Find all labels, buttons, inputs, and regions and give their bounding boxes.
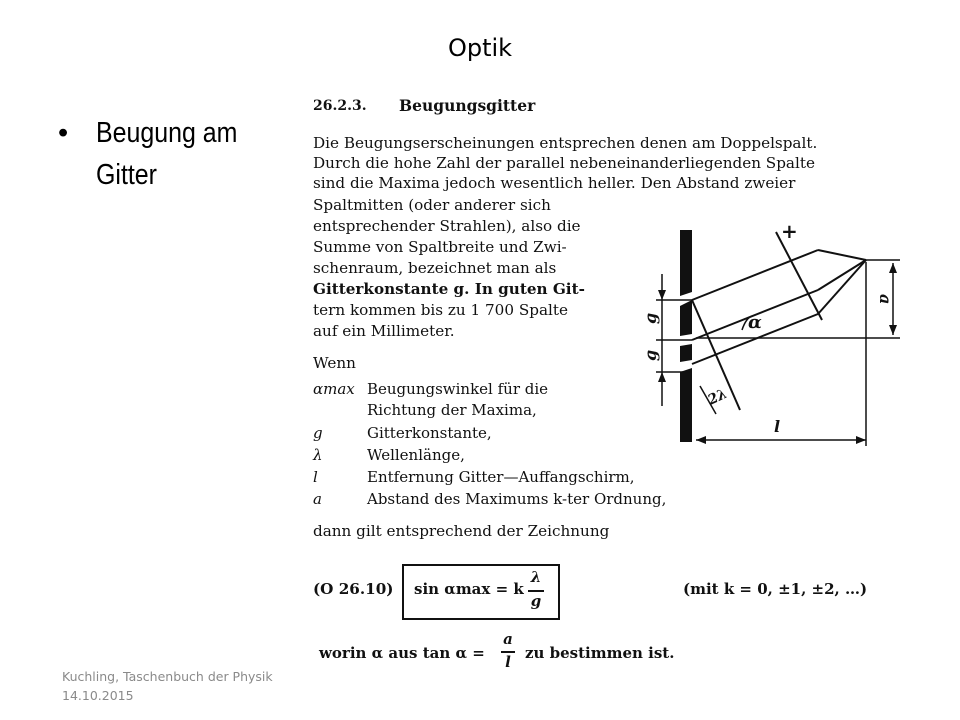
paragraph-line: sind die Maxima jedoch wesentlich heller. Den Abstand zweier: [313, 174, 796, 192]
section-title: Beugungsgitter: [399, 96, 536, 115]
slide-title: Optik: [447, 34, 513, 62]
wavefront-line: [776, 232, 822, 320]
worin-post: zu bestimmen ist.: [525, 644, 675, 662]
dann-line: dann gilt entsprechend der Zeichnung: [313, 522, 610, 540]
definition-symbol: λ: [313, 446, 323, 464]
section-number: 26.2.3.: [313, 98, 367, 114]
arrow-head-icon: [658, 372, 666, 382]
paragraph-line: Durch die hohe Zahl der parallel nebeneinanderliegenden Spalte: [313, 154, 815, 172]
bullet-text: Beugung am Gitter: [96, 117, 238, 191]
converge-line: [818, 260, 866, 314]
diagram-a-label: a: [876, 294, 895, 305]
formula-numerator: λ: [530, 568, 542, 586]
worin-pre: worin α aus tan α =: [319, 644, 485, 662]
definition-text: Richtung der Maxima,: [367, 401, 537, 419]
arrow-head-icon: [696, 436, 706, 444]
diagram-alpha-label: α: [748, 312, 762, 333]
bullet-dot-icon: •: [58, 117, 69, 149]
definition-text: Entfernung Gitter—Auffangschirm,: [367, 468, 635, 486]
grating-bar: [680, 300, 692, 336]
grating-bar: [680, 368, 692, 442]
paragraph-line: Spaltmitten (oder anderer sich: [313, 196, 551, 214]
definition-symbol: l: [313, 468, 318, 486]
definition-text: Abstand des Maximums k-ter Ordnung,: [367, 490, 667, 508]
worin-denominator: l: [505, 653, 511, 671]
arrow-head-icon: [856, 436, 866, 444]
worin-numerator: a: [503, 630, 513, 648]
grating-bar: [680, 344, 692, 362]
paragraph-line: Die Beugungserscheinungen entsprechen denen am Doppelspalt.: [313, 134, 818, 152]
paragraph-line: entsprechender Strahlen), also die: [313, 217, 581, 235]
definition-symbol: αmax: [313, 380, 355, 398]
paragraph-line: tern kommen bis zu 1 700 Spalte: [313, 301, 568, 319]
diagram-plus-label: +: [781, 219, 798, 243]
footer-source: Kuchling, Taschenbuch der Physik: [62, 669, 273, 684]
formula-lhs: sin αmax = k: [414, 580, 524, 598]
paragraph-line: auf ein Millimeter.: [313, 322, 455, 340]
paragraph-line: Gitterkonstante g. In guten Git-: [313, 280, 585, 298]
definition-text: Wellenlänge,: [367, 446, 465, 464]
diagram-l-label: l: [774, 417, 781, 436]
definition-text: Gitterkonstante,: [367, 424, 492, 442]
diagram-g-label: g: [641, 349, 660, 361]
definition-text: Beugungswinkel für die: [367, 380, 549, 398]
wenn-label: Wenn: [313, 354, 356, 372]
diagram-g-label: g: [641, 312, 660, 324]
converge-line: [818, 250, 866, 260]
footer-date: 14.10.2015: [62, 688, 134, 703]
paragraph-line: Summe von Spaltbreite und Zwi-: [313, 238, 567, 256]
arrow-head-icon: [889, 325, 897, 335]
formula-label: (O 26.10): [313, 580, 394, 598]
definition-symbol: g: [313, 424, 323, 442]
formula-denominator: g: [530, 592, 542, 610]
footer: [62, 667, 273, 705]
definition-symbol: a: [313, 490, 322, 508]
arrow-head-icon: [658, 290, 666, 300]
diagram-two-lambda-label: 2λ: [705, 385, 730, 409]
arrow-head-icon: [889, 263, 897, 273]
formula-condition: (mit k = 0, ±1, ±2, …): [683, 580, 868, 598]
grating-bar: [680, 230, 692, 296]
paragraph-line: schenraum, bezeichnet man als: [313, 259, 557, 277]
